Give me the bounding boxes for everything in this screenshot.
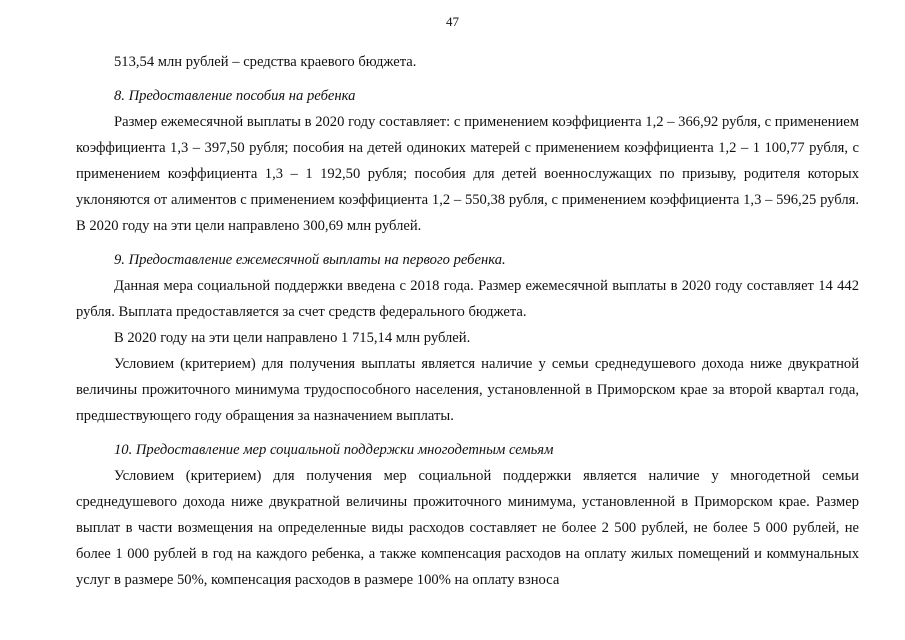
section-heading-10: 10. Предоставление мер социальной поддержки многодетным семьям [114,442,554,458]
page-number: 47 [446,14,459,29]
paragraph-budget-total: 513,54 млн рублей – средства краевого бюджета. [114,54,417,70]
paragraph-child-benefit: Размер ежемесячной выплаты в 2020 году составляет: с применением коэффициента 1,2 – 366,92 рубля, с применением коэффициента 1,3 – 397,50 рубля; пособия на детей одиноких матерей с применением коэффициента 1,2 – 1 100,77 рубля, с применением коэффициента 1,3 – 1 192,50 рубля; пособия для детей военнослужащих по призыву, родителя которых уклоняются от алиментов с применением коэффициента 1,2 – 550,38 рубля, с применением коэффициента 1,3 – 596,25 рубля. В 2020 году на эти цели направлено 300,69 млн рублей. [76,114,859,234]
document-body [76,49,859,593]
paragraph-first-child-funding: В 2020 году на эти цели направлено 1 715,14 млн рублей. [114,330,471,346]
section-heading-8: 8. Предоставление пособия на ребенка [114,88,356,104]
paragraph-large-families: Условием (критерием) для получения мер социальной поддержки является наличие у многодетной семьи среднедушевого дохода ниже двукратной величины прожиточного минимума, установленной в Приморском крае. Размер выплат в части возмещения на определенные виды расходов составляет не более 2 500 рублей, не более 5 000 рублей, не более 1 000 рублей в год на каждого ребенка, а также компенсация расходов на оплату жилых помещений и коммунальных услуг в размере 50%, компенсация расходов в размере 100% на оплату взноса [76,468,859,588]
paragraph-first-child-criterion: Условием (критерием) для получения выплаты является наличие у семьи среднедушевого дохода ниже двукратной величины прожиточного минимума трудоспособного населения, установленной в Приморском крае за второй квартал года, предшествующего году обращения за назначением выплаты. [76,356,859,424]
paragraph-first-child-intro: Данная мера социальной поддержки введена с 2018 года. Размер ежемесячной выплаты в 2020 году составляет 14 442 рубля. Выплата предоставляется за счет средств федерального бюджета. [76,278,859,320]
section-heading-9: 9. Предоставление ежемесячной выплаты на первого ребенка. [114,252,506,268]
